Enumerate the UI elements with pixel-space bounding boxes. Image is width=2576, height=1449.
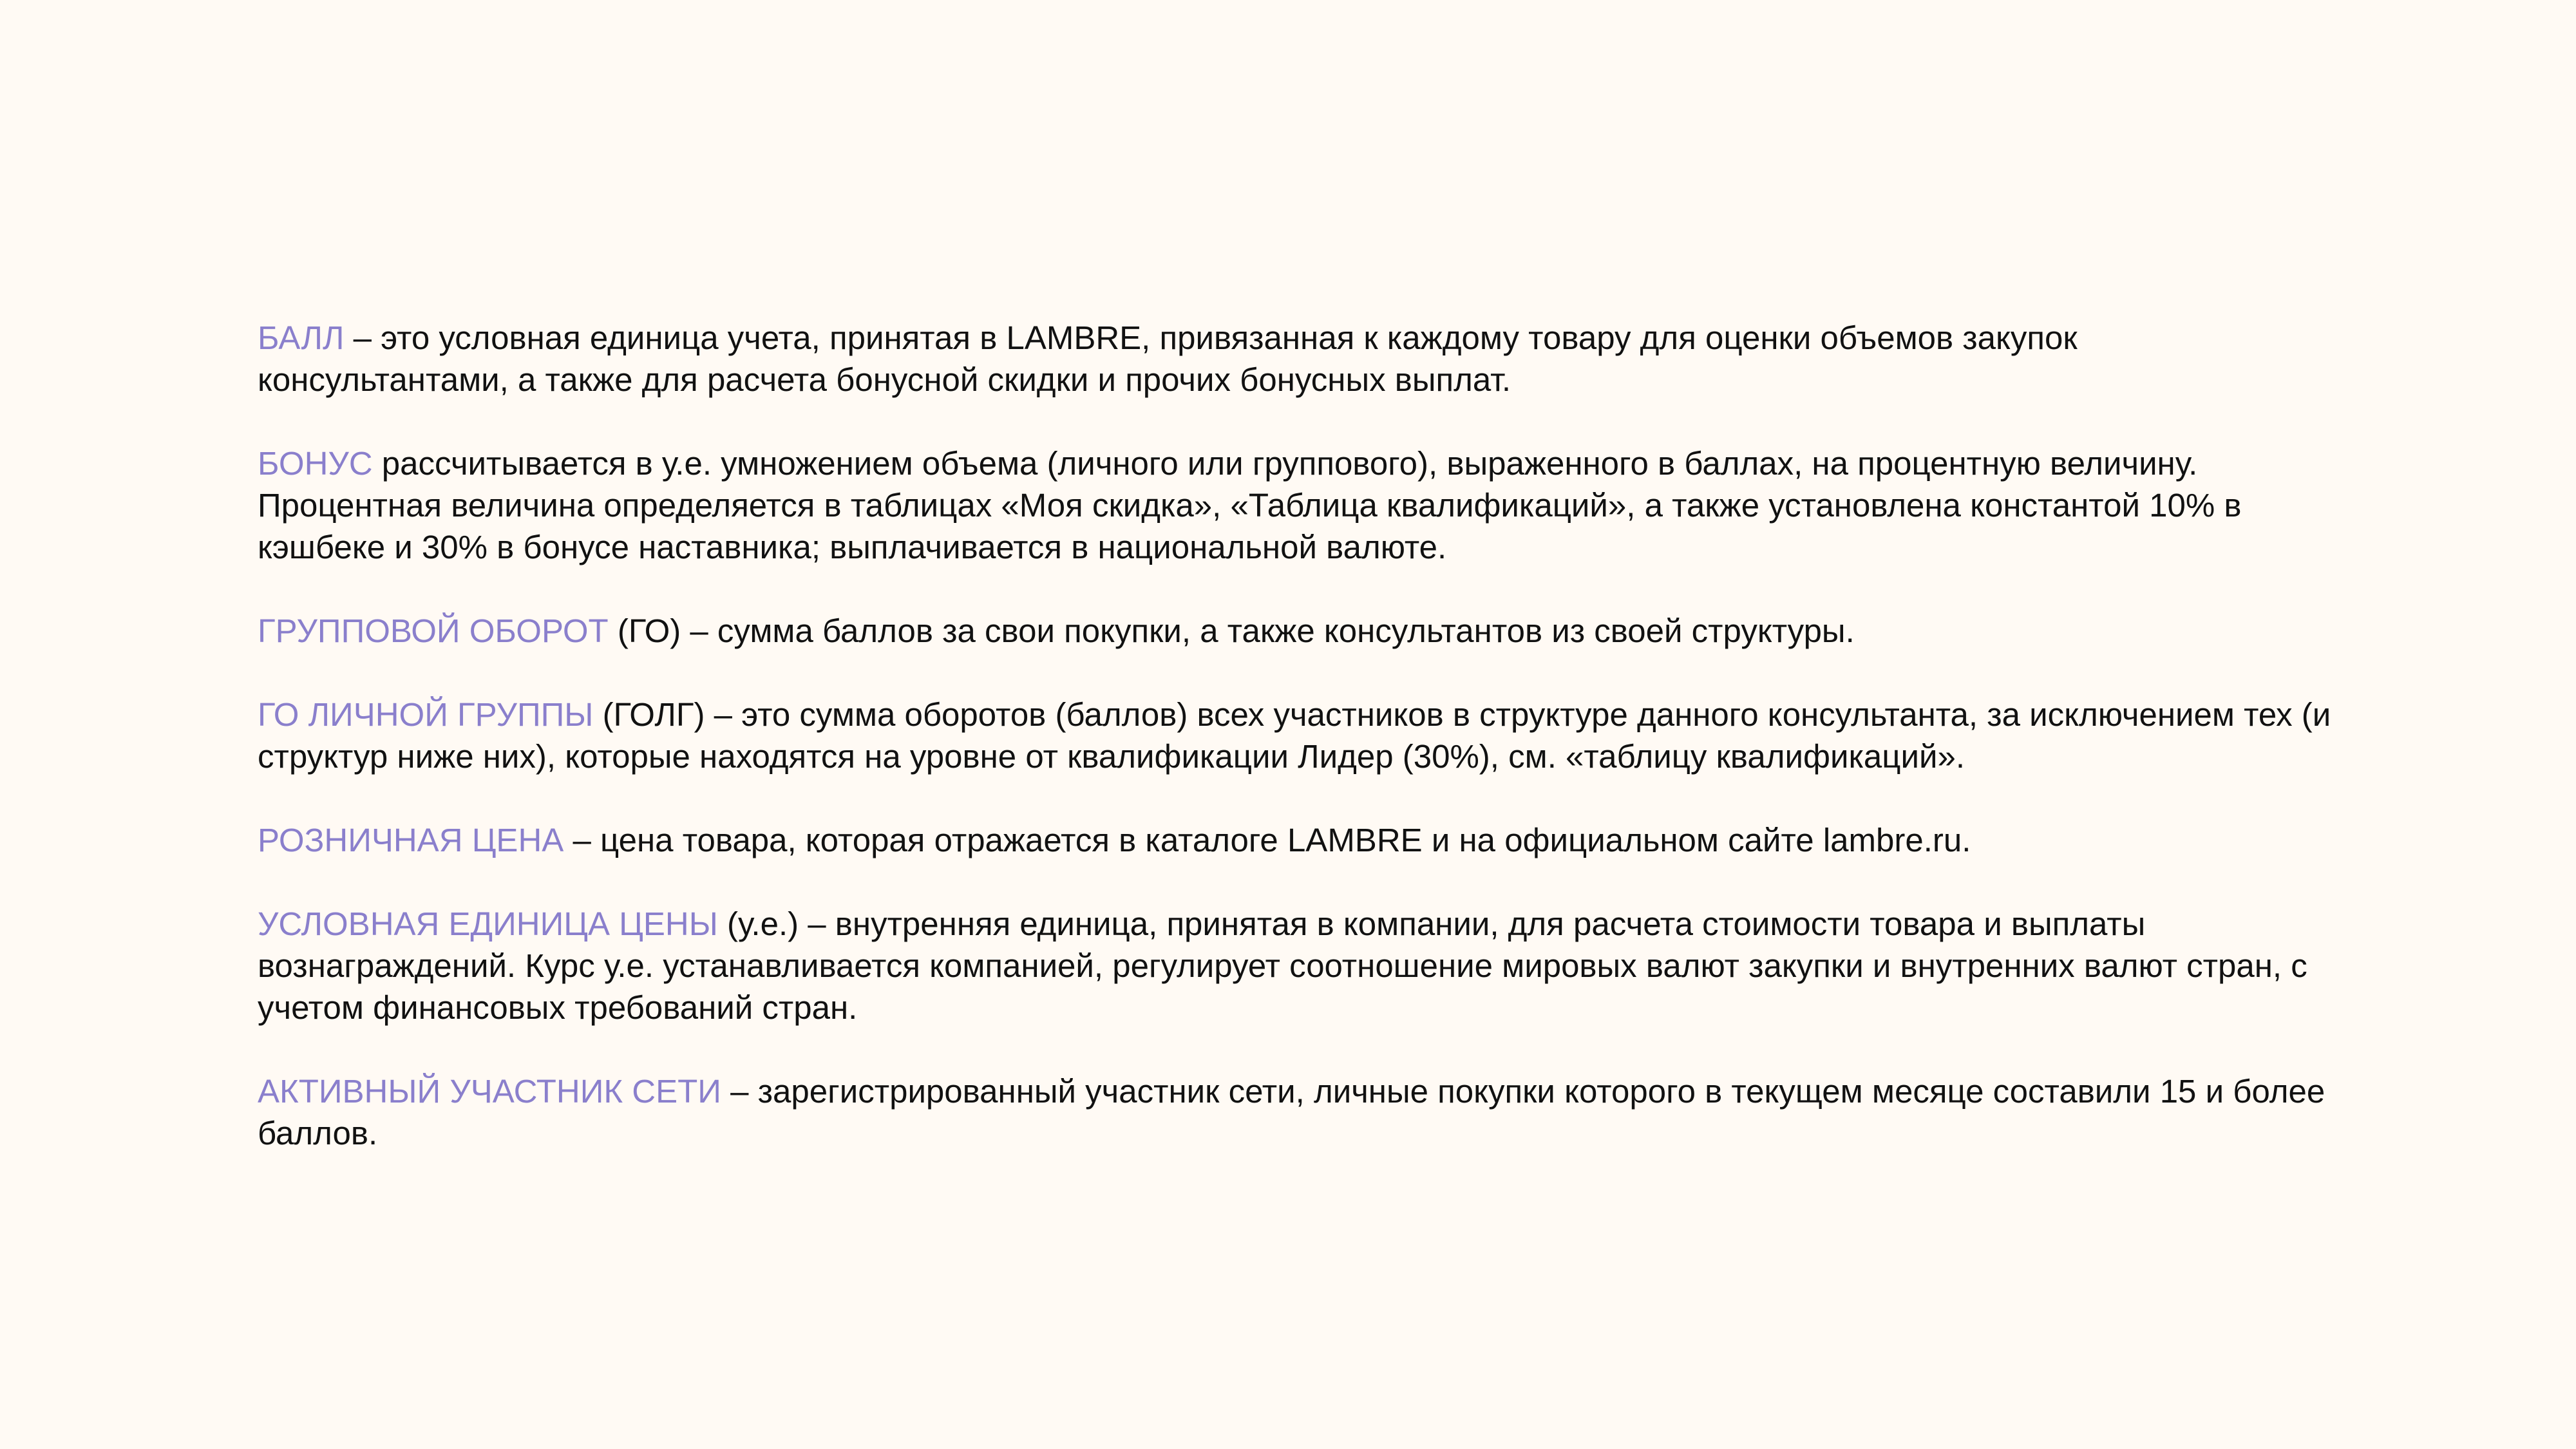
glossary-entry-conventional-unit bbox=[258, 903, 2331, 1028]
definition-bonus: рассчитывается в у.е. умножением объема (личного или группового), выраженного в баллах, на процентную величину. Процентная величина определяется в таблицах «Моя скидка», «Таблица квалификаций», а также установлена константой 10% в кэшбеке и 30% в бонусе наставника; выплачивается в национальной валюте. bbox=[258, 445, 2242, 565]
definition-ball: – это условная единица учета, принятая в LAMBRE, привязанная к каждому товару для оценки объемов закупок консультантами, а также для расчета бонусной скидки и прочих бонусных выплат. bbox=[258, 319, 2078, 398]
definition-active-member: – зарегистрированный участник сети, личные покупки которого в текущем месяце составили 15 и более баллов. bbox=[258, 1073, 2325, 1151]
glossary-entry-bonus bbox=[258, 442, 2331, 568]
glossary-entry-ball bbox=[258, 317, 2331, 401]
definition-personal-group-turnover: (ГОЛГ) – это сумма оборотов (баллов) всех участников в структуре данного консультанта, за исключением тех (и структур ниже них), которые находятся на уровне от квалификации Лидер (30%), см. «таблицу квалификаций». bbox=[258, 696, 2331, 775]
term-ball: БАЛЛ bbox=[258, 319, 345, 356]
glossary-entry-group-turnover bbox=[258, 610, 2331, 652]
term-conventional-unit: УСЛОВНАЯ ЕДИНИЦА ЦЕНЫ bbox=[258, 905, 718, 942]
definition-group-turnover: (ГО) – сумма баллов за свои покупки, а также консультантов из своей структуры. bbox=[608, 612, 1855, 649]
glossary-entry-retail-price bbox=[258, 819, 2331, 861]
glossary-entry-personal-group-turnover bbox=[258, 694, 2331, 777]
term-bonus: БОНУС bbox=[258, 445, 373, 482]
definition-retail-price: – цена товара, которая отражается в каталоге LAMBRE и на официальном сайте lambre.ru. bbox=[564, 822, 1971, 858]
term-personal-group-turnover: ГО ЛИЧНОЙ ГРУППЫ bbox=[258, 696, 594, 733]
definition-conventional-unit: (у.е.) – внутренняя единица, принятая в компании, для расчета стоимости товара и выплаты вознаграждений. Курс у.е. устанавливается компанией, регулирует соотношение мировых валют закупки и внутренних валют стран, с учетом финансовых требований стран. bbox=[258, 905, 2307, 1026]
glossary-entry-active-member bbox=[258, 1070, 2331, 1154]
term-retail-price: РОЗНИЧНАЯ ЦЕНА bbox=[258, 822, 564, 858]
term-active-member: АКТИВНЫЙ УЧАСТНИК СЕТИ bbox=[258, 1073, 721, 1110]
glossary bbox=[258, 317, 2331, 1196]
term-group-turnover: ГРУППОВОЙ ОБОРОТ bbox=[258, 612, 609, 649]
